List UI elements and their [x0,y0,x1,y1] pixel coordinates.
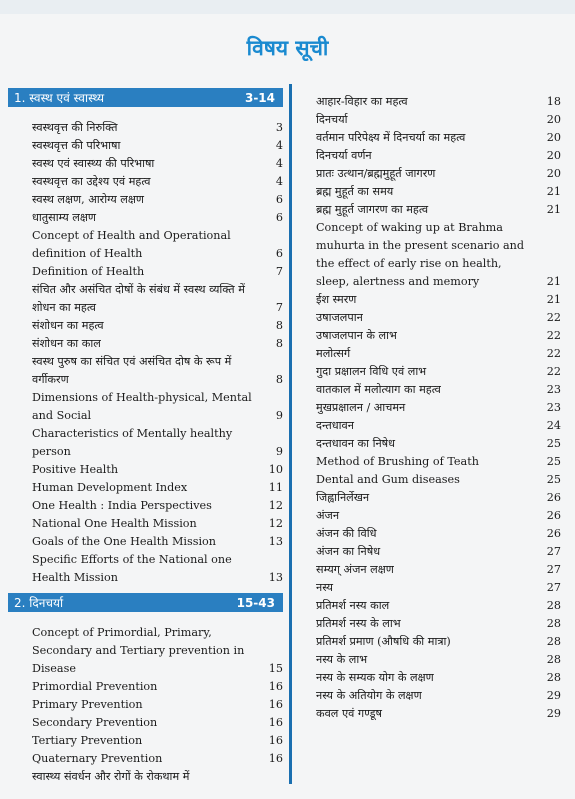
toc-entry [316,399,561,417]
toc-entry-title: मुखप्रक्षालन / आचमन [316,401,406,414]
toc-entry-title: कवल एवं गण्डूष [316,707,382,720]
toc-entry-title: वातकाल में मलोत्याग का महत्व [316,383,441,396]
top-band [0,0,575,14]
toc-entry-title: ब्रह्म मुहूर्त जागरण का महत्व [316,203,429,216]
toc-entry-page: 26 [546,509,561,522]
toc-entry-title: स्वस्थ लक्षण, आरोग्य लक्षण [32,193,145,206]
toc-entry [316,633,561,651]
toc-entry-title: वर्तमान परिपेक्ष्य में दिनचर्या का महत्व [316,131,466,144]
toc-entry-title: प्रतिमर्श नस्य के लाभ [316,617,401,630]
toc-entry-page: 4 [275,157,283,170]
toc-entry-title: संचित और असंचित दोषों के संबंध में स्वस्थ व्यक्ति में शोधन का महत्व [32,283,245,314]
toc-entry-title: नस्य [316,581,334,594]
chapter-label: 2. दिनचर्या [14,596,64,610]
toc-entry-page: 25 [546,473,561,486]
toc-entry [8,696,283,714]
toc-entry [316,291,561,309]
toc-entry-page: 29 [546,689,561,702]
toc-entry-title: स्वस्थ पुरुष का संचित एवं असंचित दोष के रूप में वर्गीकरण [32,355,232,386]
chapter-page-range: 15-43 [236,595,275,610]
toc-entry [8,750,283,768]
toc-entry-page: 8 [275,373,283,386]
toc-entry-page: 7 [275,265,283,278]
toc-entry-page: 4 [275,175,283,188]
toc-entry-title: ईश स्मरण [316,293,357,306]
toc-entry-title: आहार-विहार का महत्व [316,95,408,108]
toc-entry-page: 16 [268,716,283,729]
toc-entry-title: उषाजलपान के लाभ [316,329,397,342]
toc-entry-title: Method of Brushing of Teath [316,455,479,468]
toc-entry-title: नस्य के सम्यक योग के लक्षण [316,671,434,684]
left-column [8,88,283,786]
toc-entry [316,597,561,615]
toc-entry-title: प्रतिमर्श नस्य काल [316,599,390,612]
toc-entry-page: 6 [275,247,283,260]
toc-entry-page: 8 [275,337,283,350]
toc-entry-page: 28 [546,671,561,684]
toc-entry [316,471,561,489]
toc-entry [316,489,561,507]
toc-entry [8,353,283,389]
toc-entry-title: स्वस्थवृत्त की निरुक्ति [32,121,118,134]
toc-entry-page: 21 [546,275,561,288]
toc-entry-title: अंजन [316,509,340,522]
toc-entry [316,381,561,399]
page-title: विषय सूची [246,36,329,60]
toc-entry [8,191,283,209]
toc-entry-title: प्रातः उत्थान/ब्रह्ममुहूर्त जागरण [316,167,436,180]
toc-entry-page: 26 [546,491,561,504]
toc-entry-page: 9 [275,409,283,422]
toc-entry-page: 21 [546,293,561,306]
toc-entry-title: गुदा प्रक्षालन विधि एवं लाभ [316,365,427,378]
toc-entry [316,705,561,723]
toc-entry-title: धातुसाम्य लक्षण [32,211,96,224]
toc-entry-page: 26 [546,527,561,540]
toc-entry-page: 25 [546,437,561,450]
right-column [316,93,561,723]
toc-entry-page: 28 [546,617,561,630]
toc-entry [316,579,561,597]
toc-entry [8,624,283,678]
toc-entry-title: Characteristics of Mentally healthy person [32,427,233,458]
toc-entry [8,227,283,263]
toc-entry [8,768,283,786]
toc-entry [316,561,561,579]
toc-entry [316,147,561,165]
toc-entry-title: Positive Health [32,463,119,476]
toc-entry [8,317,283,335]
toc-entry [316,309,561,327]
chapter-1-entries [8,119,283,587]
toc-entry [316,345,561,363]
toc-entry [316,669,561,687]
toc-entry-title: One Health : India Perspectives [32,499,212,512]
toc-entry [8,137,283,155]
toc-entry-title: स्वस्थ एवं स्वास्थ्य की परिभाषा [32,157,155,170]
chapter-header-2 [8,593,283,612]
toc-entry-title: अंजन का निषेध [316,545,381,558]
toc-entry [8,425,283,461]
toc-entry-page: 16 [268,734,283,747]
toc-entry-title: Definition of Health [32,265,145,278]
toc-entry-page: 9 [275,445,283,458]
toc-entry-page: 25 [546,455,561,468]
toc-entry [8,714,283,732]
toc-entry-page: 28 [546,599,561,612]
toc-entry [316,435,561,453]
toc-entry [316,201,561,219]
toc-entry [316,417,561,435]
toc-entry-page: 27 [546,581,561,594]
toc-entry-title: Dimensions of Health-physical, Mental and Social [32,391,252,422]
toc-entry-page: 27 [546,563,561,576]
toc-entry [8,497,283,515]
toc-entry-title: उषाजलपान [316,311,363,324]
toc-entry [8,263,283,281]
toc-entry-page: 12 [268,517,283,530]
toc-entry [8,461,283,479]
toc-entry [8,281,283,317]
toc-entry [8,173,283,191]
toc-entry-title: संशोधन का काल [32,337,101,350]
toc-entry-page: 13 [268,535,283,548]
toc-entry [316,327,561,345]
toc-entry [8,155,283,173]
toc-entry [316,129,561,147]
toc-entry [316,219,561,291]
toc-entry-page: 21 [546,203,561,216]
toc-entry-page: 24 [546,419,561,432]
toc-entry [8,551,283,587]
toc-entry-title: Primary Prevention [32,698,143,711]
toc-entry-page: 29 [546,707,561,720]
toc-entry-page: 20 [546,113,561,126]
toc-entry [8,119,283,137]
toc-entry-title: ब्रह्म मुहूर्त का समय [316,185,394,198]
toc-entry [316,651,561,669]
toc-entry-title: मलोत्सर्ग [316,347,351,360]
toc-entry-page: 7 [275,301,283,314]
toc-entry-page: 16 [268,752,283,765]
chapter-2-entries [8,624,283,786]
toc-entry-page: 20 [546,149,561,162]
toc-entry-title: स्वस्थवृत्त की परिभाषा [32,139,121,152]
toc-entry-title: स्वास्थ्य संवर्धन और रोगों के रोकथाम में [32,770,190,783]
toc-entry-page: 10 [268,463,283,476]
toc-entry-title: नस्य के अतियोग के लक्षण [316,689,422,702]
right-column-entries [316,93,561,723]
toc-entry [316,111,561,129]
toc-entry-title: दिनचर्या वर्णन [316,149,372,162]
toc-entry [316,93,561,111]
toc-entry [8,389,283,425]
toc-entry-title: प्रतिमर्श प्रमाण (औषधि की मात्रा) [316,635,451,648]
toc-entry-page: 27 [546,545,561,558]
toc-entry [8,678,283,696]
toc-entry-title: National One Health Mission [32,517,197,530]
toc-entry-page: 6 [275,211,283,224]
toc-entry-title: Quaternary Prevention [32,752,163,765]
column-divider [289,84,292,784]
toc-entry [8,732,283,750]
toc-entry [316,363,561,381]
toc-entry-page: 16 [268,698,283,711]
toc-entry-page: 22 [546,329,561,342]
toc-entry [316,543,561,561]
toc-entry-page: 4 [275,139,283,152]
toc-entry-title: सम्यग् अंजन लक्षण [316,563,394,576]
toc-entry-title: नस्य के लाभ [316,653,368,666]
toc-entry-title: Goals of the One Health Mission [32,535,216,548]
toc-entry-page: 28 [546,635,561,648]
toc-entry-title: जिह्वानिर्लेखन [316,491,370,504]
toc-entry-title: Concept of Primordial, Primary, Secondary and Tertiary prevention in Disease [32,626,245,675]
toc-entry-title: Dental and Gum diseases [316,473,460,486]
toc-entry-title: Primordial Prevention [32,680,158,693]
toc-entry-title: Concept of waking up at Brahma muhurta in the present scenario and the effect of early rise on health, sleep, alertness and memory [316,221,525,288]
toc-entry-title: संशोधन का महत्व [32,319,104,332]
toc-entry-page: 12 [268,499,283,512]
toc-entry-page: 22 [546,365,561,378]
toc-entry-title: Human Development Index [32,481,188,494]
toc-entry-page: 22 [546,347,561,360]
toc-entry [8,479,283,497]
toc-entry [316,687,561,705]
toc-entry-page: 22 [546,311,561,324]
toc-entry-page: 23 [546,383,561,396]
toc-entry-page: 13 [268,571,283,584]
toc-entry [316,453,561,471]
toc-entry-page: 21 [546,185,561,198]
toc-entry [316,507,561,525]
toc-entry-page: 20 [546,167,561,180]
toc-entry-title: दन्तधावन [316,419,354,432]
toc-entry-page: 16 [268,680,283,693]
toc-entry [8,209,283,227]
toc-entry [8,515,283,533]
toc-entry-page: 23 [546,401,561,414]
toc-entry-title: दिनचर्या [316,113,348,126]
toc-entry-page: 3 [275,121,283,134]
toc-entry [316,165,561,183]
toc-entry [316,615,561,633]
toc-entry-page: 15 [268,662,283,675]
toc-entry-page: 18 [546,95,561,108]
toc-entry-title: Secondary Prevention [32,716,158,729]
toc-entry [8,335,283,353]
toc-entry-title: दन्तधावन का निषेध [316,437,396,450]
toc-entry-page: 11 [268,481,283,494]
toc-entry [316,525,561,543]
toc-entry-title: Tertiary Prevention [32,734,143,747]
toc-entry-page: 20 [546,131,561,144]
toc-entry-title: Concept of Health and Operational definition of Health [32,229,231,260]
toc-entry-page: 8 [275,319,283,332]
toc-entry [316,183,561,201]
toc-entry-page: 28 [546,653,561,666]
chapter-header-1 [8,88,283,107]
chapter-page-range: 3-14 [244,90,275,105]
toc-entry-title: अंजन की विधि [316,527,377,540]
chapter-label: 1. स्वस्थ एवं स्वास्थ्य [14,91,105,105]
toc-entry-title: Specific Efforts of the National one Health Mission [32,553,232,584]
toc-entry-title: स्वस्थवृत्त का उद्देश्य एवं महत्व [32,175,151,188]
toc-entry-page: 6 [275,193,283,206]
toc-entry [8,533,283,551]
